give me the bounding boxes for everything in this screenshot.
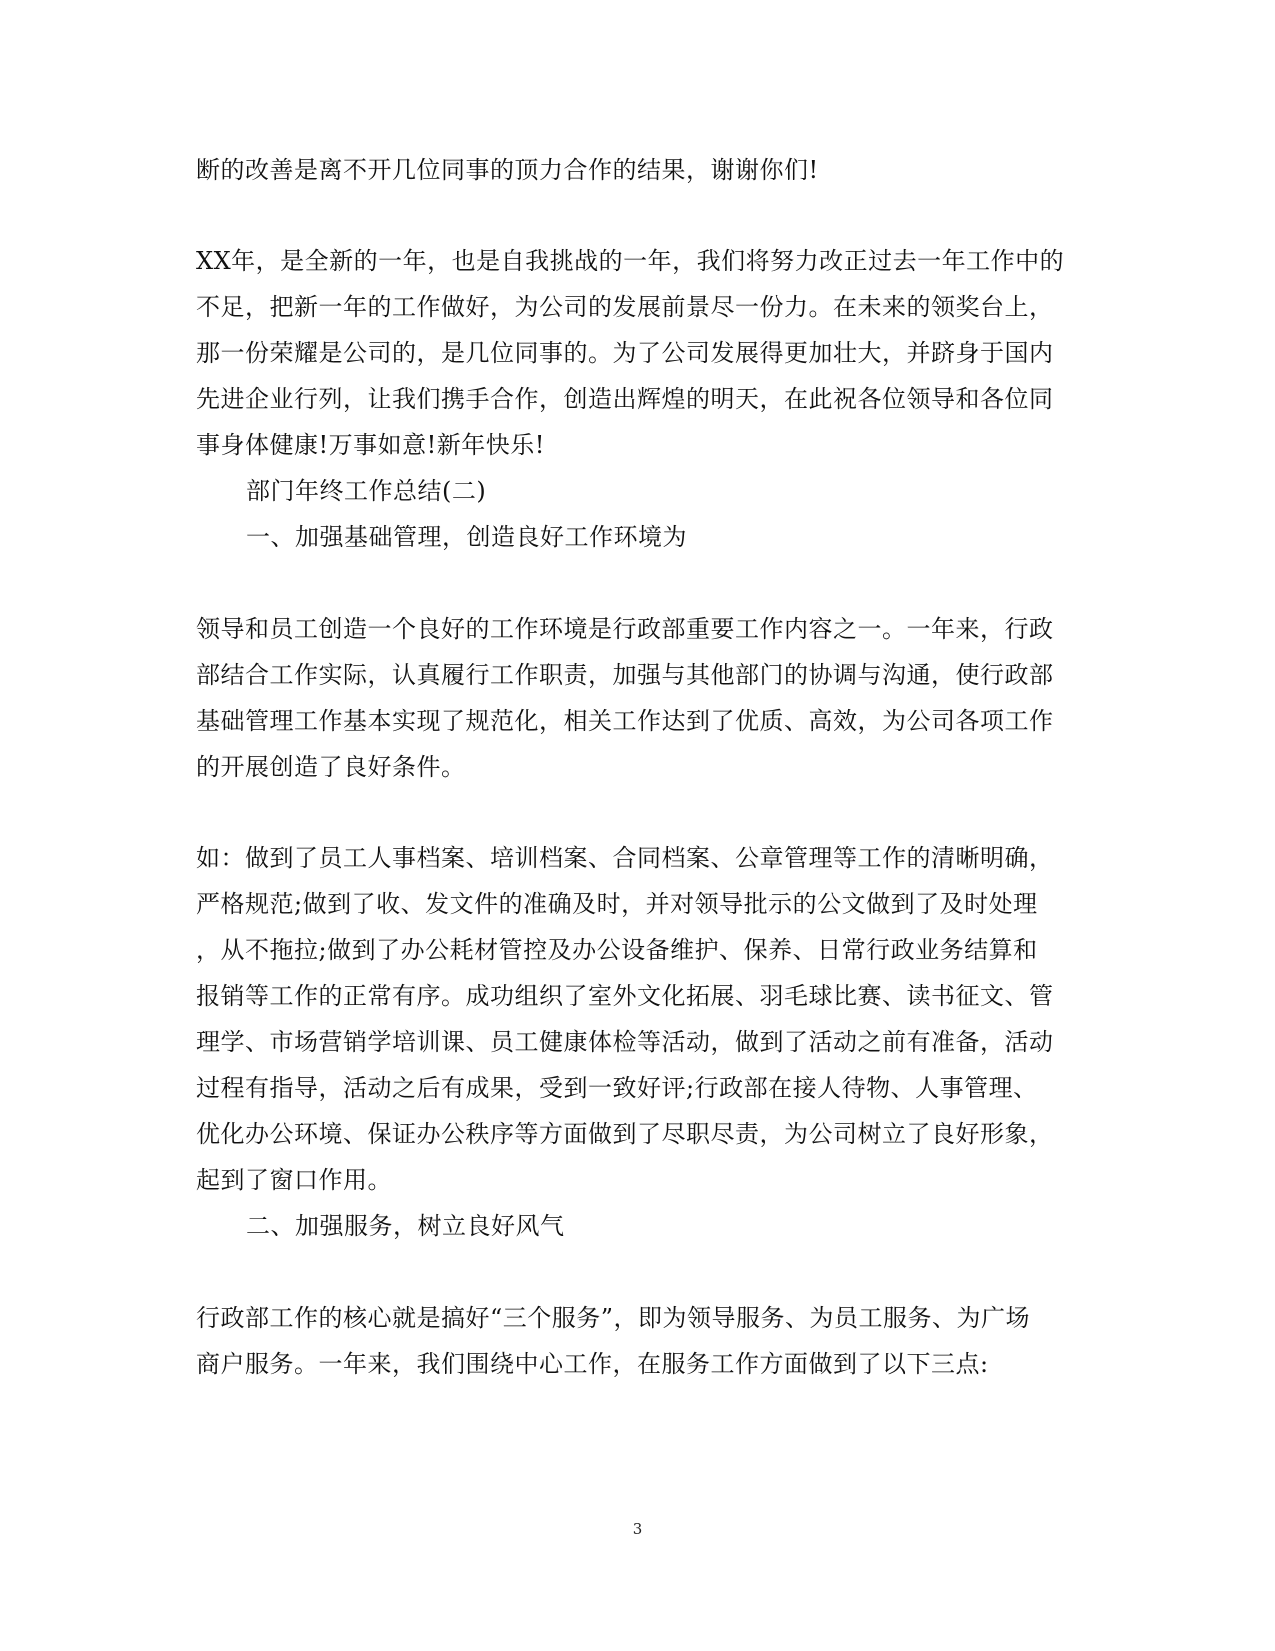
text-line: 商户服务。一年来，我们围绕中心工作，在服务工作方面做到了以下三点:: [196, 1350, 989, 1378]
text-line: 领导和员工创造一个良好的工作环境是行政部重要工作内容之一。一年来，行政: [196, 615, 1054, 643]
section-title: 部门年终工作总结(二): [246, 477, 487, 505]
page-number: 3: [632, 1520, 643, 1538]
text-line: 断的改善是离不开几位同事的顶力合作的结果，谢谢你们!: [196, 156, 819, 184]
text-line: 行政部工作的核心就是搞好“三个服务”，即为领导服务、为员工服务、为广场: [196, 1304, 1031, 1332]
text-line: 事身体健康!万事如意!新年快乐!: [196, 431, 545, 459]
text-line: 过程有指导，活动之后有成果，受到一致好评;行政部在接人待物、人事管理、: [196, 1074, 1038, 1102]
text-line: 先进企业行列，让我们携手合作，创造出辉煌的明天，在此祝各位领导和各位同: [196, 385, 1054, 413]
text-line: 的开展创造了良好条件。: [196, 753, 466, 781]
text-line: 基础管理工作基本实现了规范化，相关工作达到了优质、高效，为公司各项工作: [196, 707, 1054, 735]
text-line: 优化办公环境、保证办公秩序等方面做到了尽职尽责，为公司树立了良好形象，: [196, 1120, 1054, 1148]
text-line: 理学、市场营销学培训课、员工健康体检等活动，做到了活动之前有准备，活动: [196, 1028, 1054, 1056]
text-line: ，从不拖拉;做到了办公耗材管控及办公设备维护、保养、日常行政业务结算和: [196, 936, 1038, 964]
text-line: 如：做到了员工人事档案、培训档案、合同档案、公章管理等工作的清晰明确，: [196, 844, 1054, 872]
text-line: XX年，是全新的一年，也是自我挑战的一年，我们将努力改正过去一年工作中的: [196, 247, 1065, 275]
text-line: 部结合工作实际，认真履行工作职责，加强与其他部门的协调与沟通，使行政部: [196, 661, 1054, 689]
section-heading: 二、加强服务，树立良好风气: [246, 1212, 565, 1240]
text-line: 那一份荣耀是公司的，是几位同事的。为了公司发展得更加壮大，并跻身于国内: [196, 339, 1054, 367]
text-line: 报销等工作的正常有序。成功组织了室外文化拓展、羽毛球比赛、读书征文、管: [196, 982, 1054, 1010]
section-heading: 一、加强基础管理，创造良好工作环境为: [246, 523, 687, 551]
text-line: 不足，把新一年的工作做好，为公司的发展前景尽一份力。在未来的领奖台上，: [196, 293, 1054, 321]
text-line: 严格规范;做到了收、发文件的准确及时，并对领导批示的公文做到了及时处理: [196, 890, 1038, 918]
text-line: 起到了窗口作用。: [196, 1166, 392, 1194]
